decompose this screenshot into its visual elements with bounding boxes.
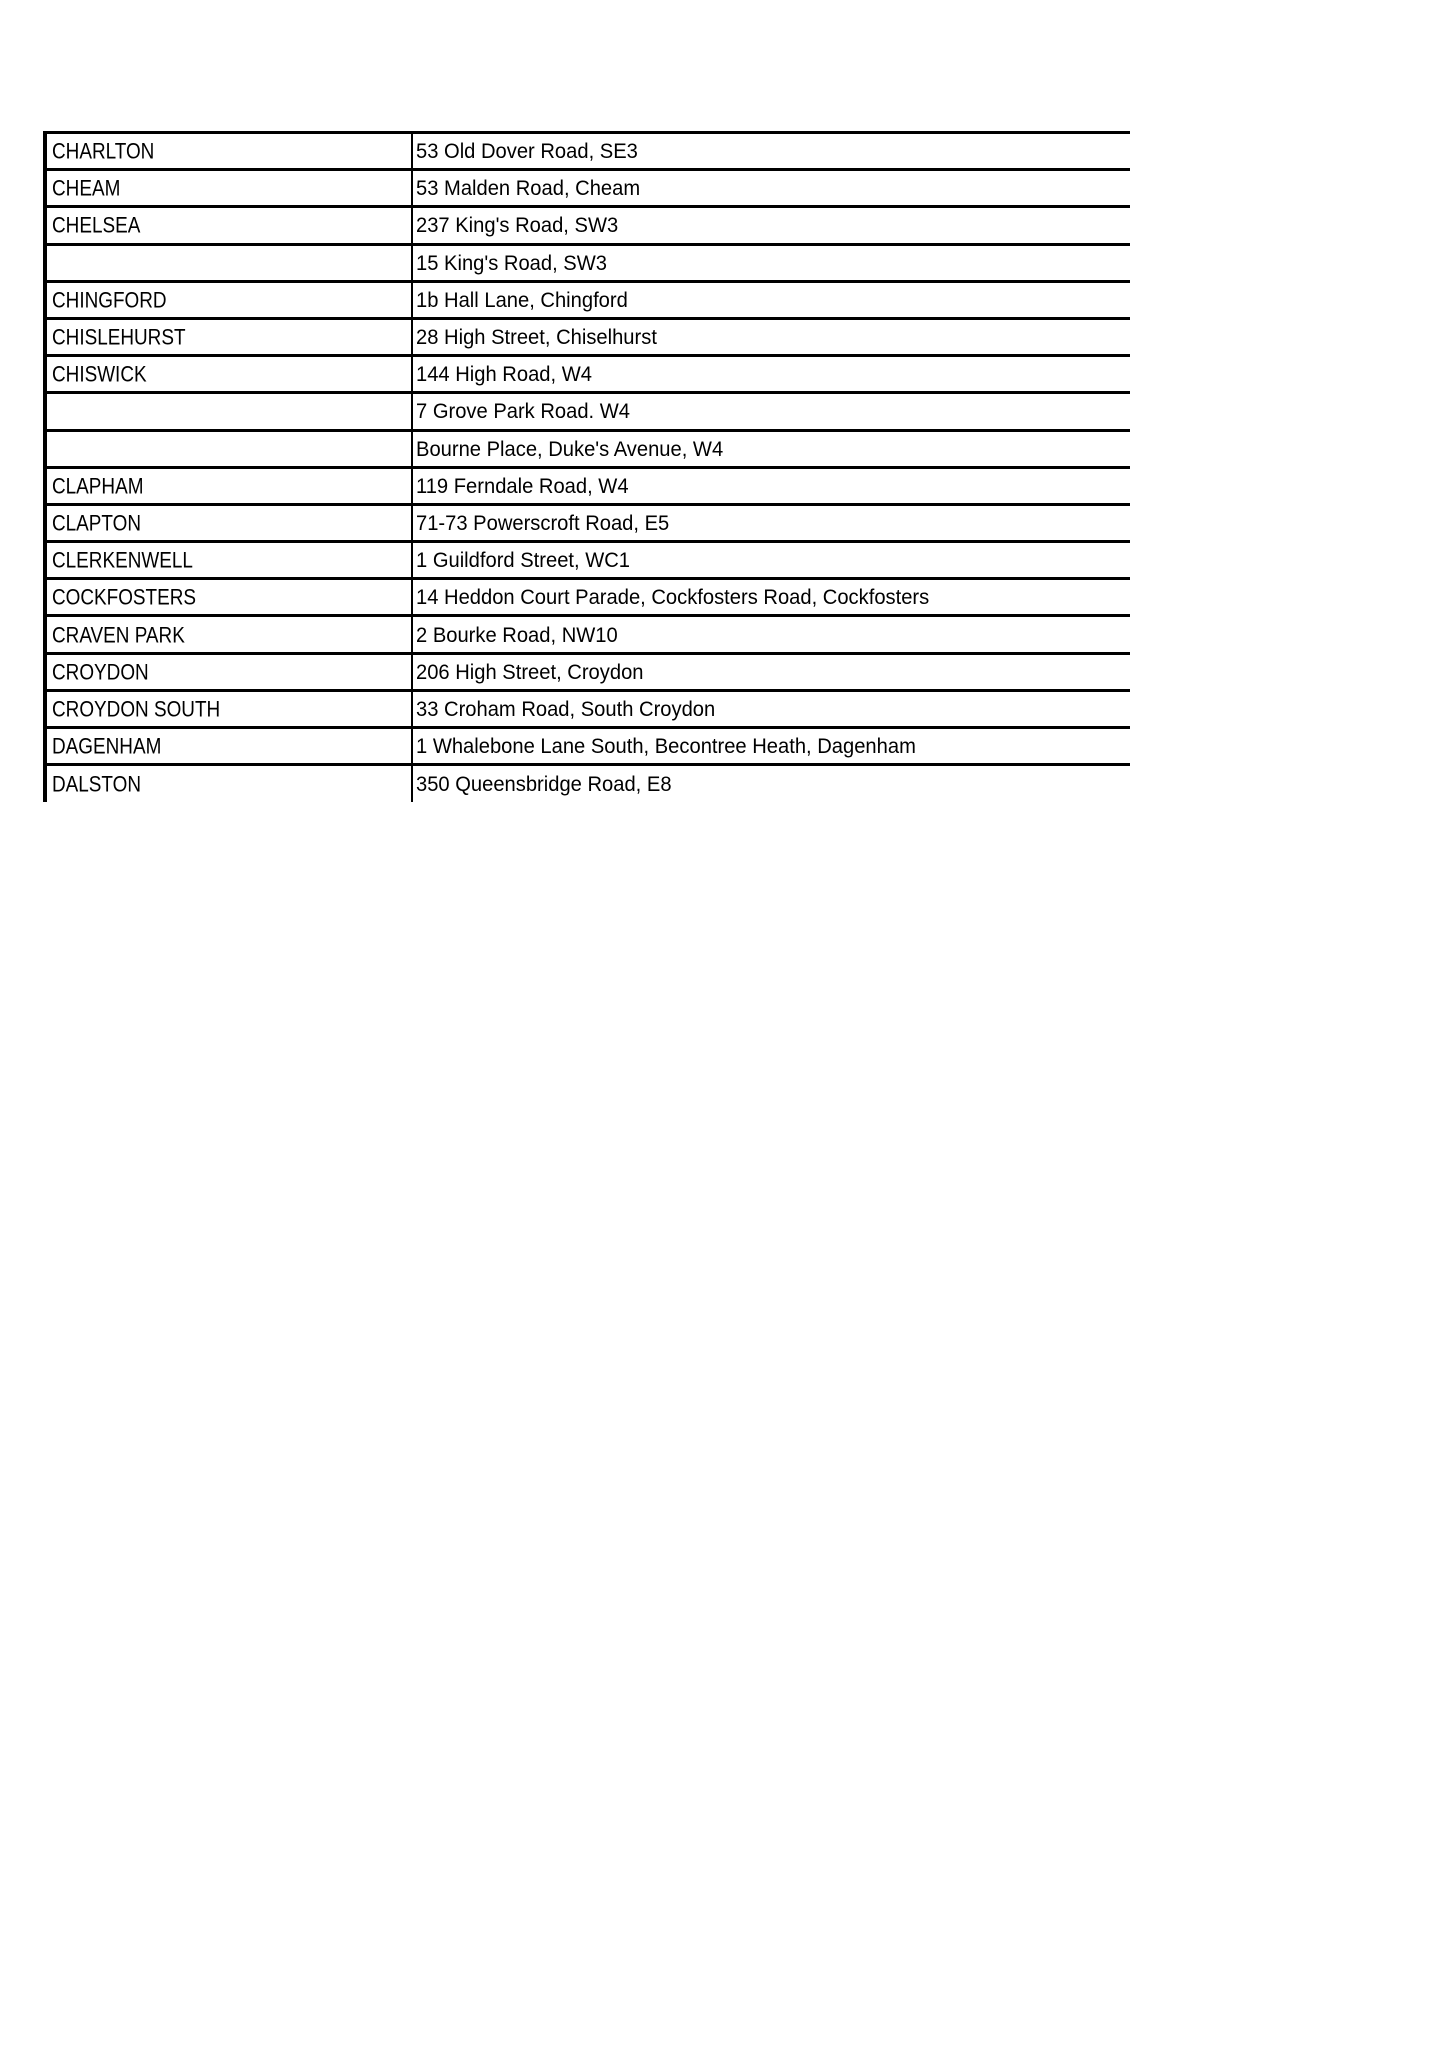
address-cell (413, 729, 1130, 763)
area-name: CHINGFORD (52, 287, 167, 313)
address-text: 14 Heddon Court Parade, Cockfosters Road, Cockfosters (416, 586, 930, 610)
table-row (47, 466, 1130, 503)
address-text: 53 Malden Road, Cheam (416, 177, 641, 201)
address-text: 1 Guildford Street, WC1 (416, 549, 631, 573)
area-cell (47, 469, 413, 503)
area-name: CLAPHAM (52, 473, 144, 499)
address-cell (413, 171, 1130, 205)
address-text: 28 High Street, Chiselhurst (416, 325, 657, 349)
address-cell (413, 655, 1130, 689)
address-text: 2 Bourke Road, NW10 (416, 623, 618, 647)
address-text: 144 High Road, W4 (416, 363, 592, 387)
table-row (47, 243, 1130, 280)
area-name: COCKFOSTERS (52, 584, 197, 610)
address-text: 7 Grove Park Road. W4 (416, 400, 631, 424)
table-row (47, 168, 1130, 205)
address-text: 71-73 Powerscroft Road, E5 (416, 511, 670, 535)
area-cell (47, 543, 413, 577)
table-row (47, 391, 1130, 428)
area-cell (47, 171, 413, 205)
area-cell (47, 655, 413, 689)
address-table (43, 131, 1130, 802)
area-cell (47, 729, 413, 763)
address-text: 53 Old Dover Road, SE3 (416, 140, 638, 164)
address-cell (413, 320, 1130, 354)
table-row (47, 317, 1130, 354)
area-cell (47, 506, 413, 540)
area-name: CROYDON (52, 659, 149, 685)
area-cell (47, 394, 413, 428)
table-row (47, 726, 1130, 763)
address-text: 119 Ferndale Road, W4 (416, 474, 629, 498)
area-name: CHEAM (52, 175, 121, 201)
address-text: 1 Whalebone Lane South, Becontree Heath, Dagenham (416, 735, 916, 759)
table-row (47, 429, 1130, 466)
table-row (47, 354, 1130, 391)
area-name: CHARLTON (52, 138, 155, 164)
address-cell (413, 543, 1130, 577)
area-cell (47, 283, 413, 317)
area-cell (47, 134, 413, 168)
address-cell (413, 580, 1130, 614)
table-row (47, 280, 1130, 317)
address-cell (413, 283, 1130, 317)
table-row (47, 131, 1130, 168)
area-name: CLAPTON (52, 510, 142, 536)
table-row (47, 577, 1130, 614)
area-name: DAGENHAM (52, 733, 162, 759)
area-name: CHISWICK (52, 361, 147, 387)
table-row (47, 503, 1130, 540)
address-cell (413, 617, 1130, 651)
address-cell (413, 394, 1130, 428)
address-cell (413, 432, 1130, 466)
area-cell (47, 432, 413, 466)
table-row (47, 540, 1130, 577)
area-name: CROYDON SOUTH (52, 696, 221, 722)
address-text: 33 Croham Road, South Croydon (416, 697, 716, 721)
area-name: CHISLEHURST (52, 324, 186, 350)
address-text: 15 King's Road, SW3 (416, 251, 607, 275)
area-name: DALSTON (52, 771, 142, 797)
table-row (47, 763, 1130, 802)
area-cell (47, 617, 413, 651)
area-name: CHELSEA (52, 212, 141, 238)
area-cell (47, 246, 413, 280)
area-cell (47, 580, 413, 614)
table-row (47, 614, 1130, 651)
address-text: Bourne Place, Duke's Avenue, W4 (416, 437, 724, 461)
table-row (47, 689, 1130, 726)
area-name: CLERKENWELL (52, 547, 193, 573)
address-text: 350 Queensbridge Road, E8 (416, 773, 672, 797)
address-cell (413, 469, 1130, 503)
area-cell (47, 320, 413, 354)
address-cell (413, 766, 1130, 802)
area-cell (47, 208, 413, 242)
table-row (47, 652, 1130, 689)
address-text: 237 King's Road, SW3 (416, 214, 619, 238)
address-cell (413, 692, 1130, 726)
address-cell (413, 357, 1130, 391)
address-cell (413, 246, 1130, 280)
area-cell (47, 766, 413, 802)
address-cell (413, 134, 1130, 168)
address-cell (413, 208, 1130, 242)
address-cell (413, 506, 1130, 540)
area-name: CRAVEN PARK (52, 621, 185, 647)
area-cell (47, 692, 413, 726)
area-cell (47, 357, 413, 391)
address-text: 206 High Street, Croydon (416, 660, 644, 684)
address-text: 1b Hall Lane, Chingford (416, 288, 628, 312)
table-row (47, 205, 1130, 242)
